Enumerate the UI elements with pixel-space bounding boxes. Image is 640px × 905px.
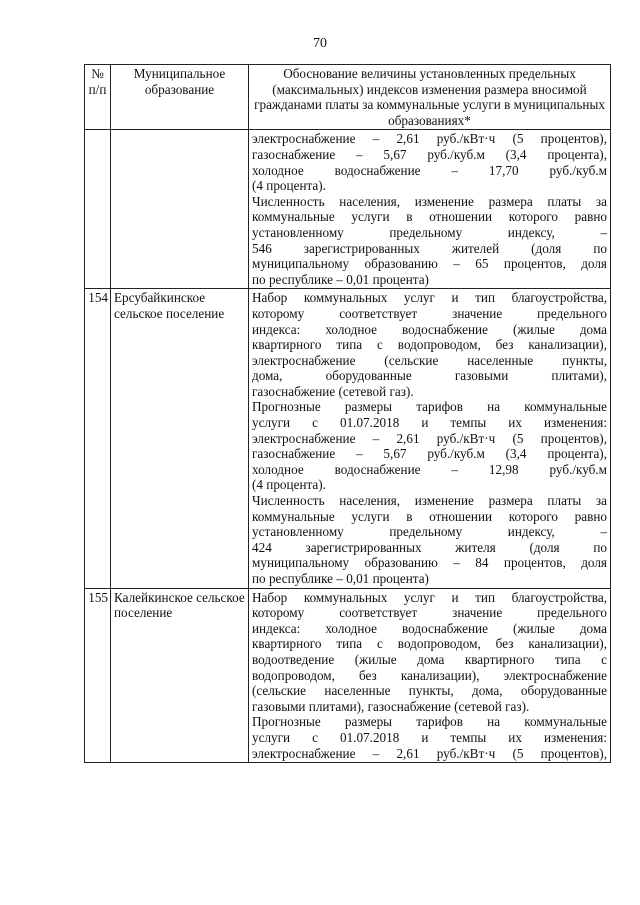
table-row <box>85 130 611 289</box>
text-line: которому соответствует значение предельного <box>252 305 607 321</box>
justification-text <box>249 130 611 289</box>
text-line: холодное водоснабжение – 12,98 руб./куб.м <box>252 461 607 477</box>
municipality-name <box>111 130 249 289</box>
text-line: электроснабжение – 2,61 руб./кВт·ч (5 процентов), <box>252 745 607 761</box>
text-line: муниципальному образованию – 84 процентов, доля <box>252 555 607 571</box>
row-number: 155 <box>85 588 111 763</box>
text-line: индекса: холодное водоснабжение (жилые дома <box>252 321 607 337</box>
table-row <box>85 289 611 588</box>
table-header-row <box>85 65 611 130</box>
text-line: Набор коммунальных услуг и тип благоустройства, <box>252 589 607 605</box>
text-line: 424 зарегистрированных жителя (доля по <box>252 539 607 555</box>
text-line: Численность населения, изменение размера платы за <box>252 193 607 209</box>
municipality-name: Калейкинское сельское поселение <box>111 588 249 763</box>
text-line: Прогнозные размеры тарифов на коммунальные <box>252 714 607 730</box>
utility-index-table <box>84 64 611 763</box>
row-number: 154 <box>85 289 111 588</box>
text-line: по республике – 0,01 процента) <box>252 571 429 586</box>
text-line: коммунальные услуги в отношении которого равно <box>252 209 607 225</box>
page-number: 70 <box>313 36 327 51</box>
text-line: водопроводом, без канализации), электроснабжение <box>252 667 607 683</box>
text-line: установленному предельному индексу, – <box>252 224 607 240</box>
text-line: (сельские населенные пункты, дома, оборудованные <box>252 683 607 699</box>
text-line: Численность населения, изменение размера платы за <box>252 493 607 509</box>
text-line: (4 процента). <box>252 477 326 493</box>
text-line: квартирного типа с водопроводом, без канализации), <box>252 337 607 353</box>
text-line: газоснабжение (сетевой газ). <box>252 383 414 399</box>
text-line: которому соответствует значение предельного <box>252 605 607 621</box>
header-col-number: № п/п <box>85 65 111 130</box>
text-line: электроснабжение (сельские населенные пункты, <box>252 352 607 368</box>
justification-text <box>249 289 611 588</box>
municipality-name: Ерсубайкинское сельское поселение <box>111 289 249 588</box>
text-line: холодное водоснабжение – 17,70 руб./куб.м <box>252 162 607 178</box>
text-line: (4 процента). <box>252 178 326 194</box>
text-line: электроснабжение – 2,61 руб./кВт·ч (5 процентов), <box>252 131 607 147</box>
text-line: газовыми плитами), газоснабжение (сетевой газ). <box>252 698 530 714</box>
text-line: индекса: холодное водоснабжение (жилые дома <box>252 620 607 636</box>
text-line: газоснабжение – 5,67 руб./куб.м (3,4 процента), <box>252 446 607 462</box>
text-line: газоснабжение – 5,67 руб./куб.м (3,4 процента), <box>252 146 607 162</box>
text-line: по республике – 0,01 процента) <box>252 271 429 287</box>
table-row <box>85 588 611 763</box>
text-line: услуги с 01.07.2018 и темпы их изменения: <box>252 729 607 745</box>
text-line: дома, оборудованные газовыми плитами), <box>252 368 607 384</box>
text-line: 546 зарегистрированных жителей (доля по <box>252 240 607 256</box>
text-line: электроснабжение – 2,61 руб./кВт·ч (5 процентов), <box>252 430 607 446</box>
text-line: муниципальному образованию – 65 процентов, доля <box>252 256 607 272</box>
text-line: коммунальные услуги в отношении которого равно <box>252 508 607 524</box>
text-line: установленному предельному индексу, – <box>252 524 607 540</box>
header-col-municipality: Муниципальное образование <box>111 65 249 130</box>
text-line: услуги с 01.07.2018 и темпы их изменения: <box>252 415 607 431</box>
header-col-justification: Обоснование величины установленных предельных (максимальных) индексов изменения размера вносимой гражданами платы за коммунальные услуги в муниципальных образованиях* <box>249 65 611 130</box>
text-line: Прогнозные размеры тарифов на коммунальные <box>252 399 607 415</box>
justification-text <box>249 588 611 763</box>
text-line: водоотведение (жилые дома квартирного типа с <box>252 651 607 667</box>
row-number <box>85 130 111 289</box>
text-line: квартирного типа с водопроводом, без канализации), <box>252 636 607 652</box>
text-line: Набор коммунальных услуг и тип благоустройства, <box>252 290 607 306</box>
